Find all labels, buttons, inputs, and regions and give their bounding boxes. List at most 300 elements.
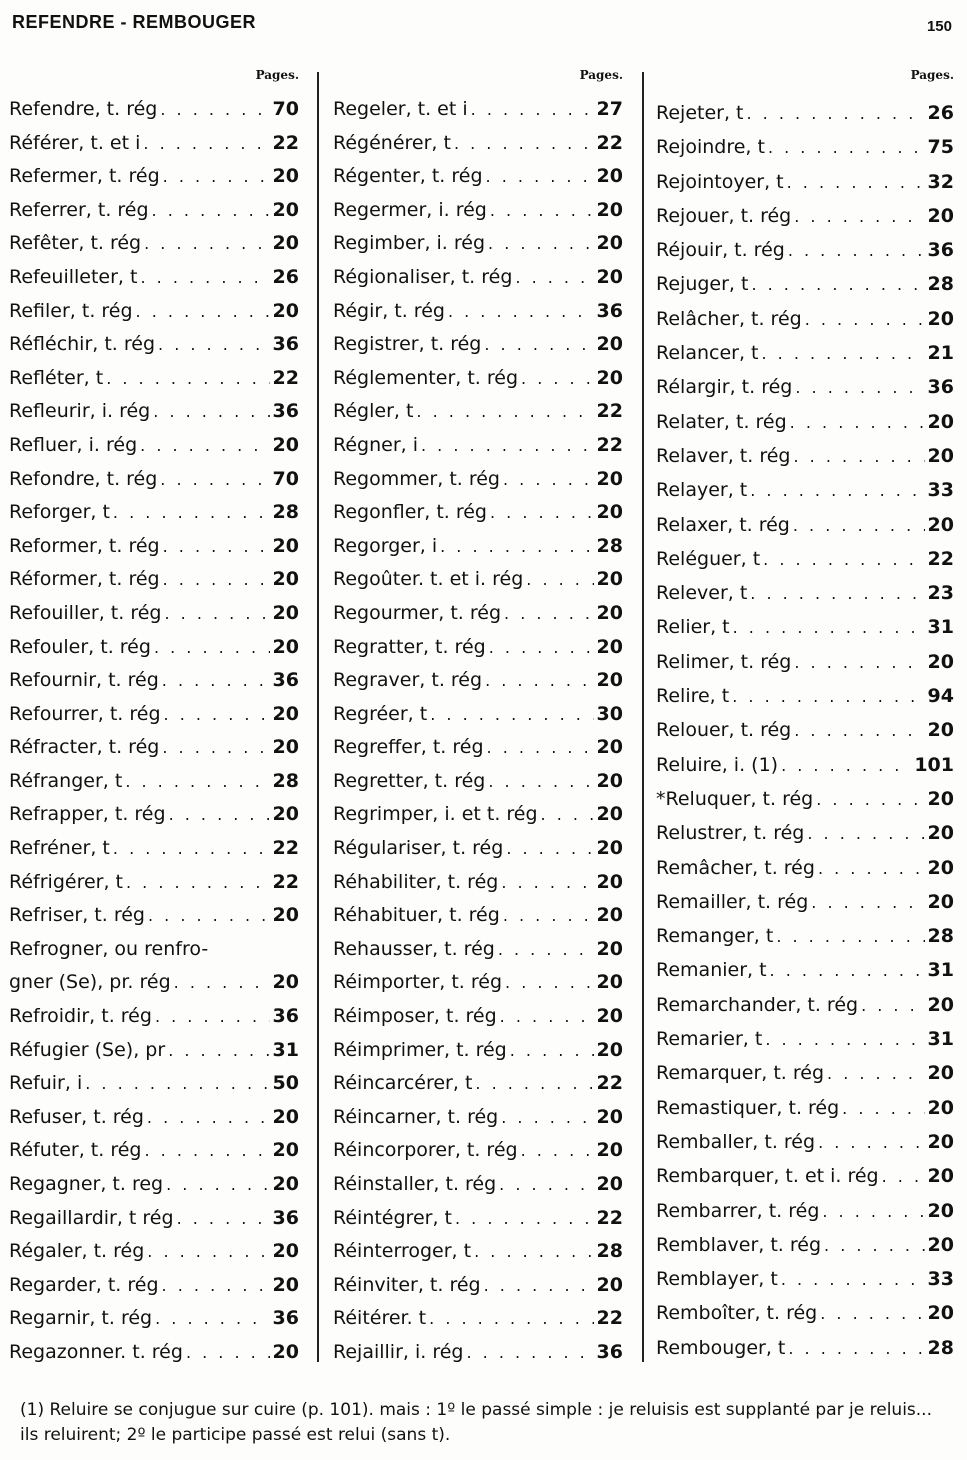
- entry-term: Relustrer, t. rég: [656, 822, 805, 845]
- entry-row: [9, 832, 299, 866]
- entry-page: 94: [927, 685, 954, 708]
- entry-page: 20: [596, 198, 623, 221]
- entry-row: [9, 899, 299, 933]
- entry-page: 20: [596, 1105, 623, 1128]
- entry-page: 20: [927, 1096, 954, 1119]
- entry-term: Remâcher, t. rég: [656, 856, 815, 879]
- leader-dots: [113, 496, 270, 530]
- entry-page: 31: [272, 1038, 299, 1061]
- entry-term: Relâcher, t. rég: [656, 307, 802, 330]
- leader-dots: [487, 731, 594, 765]
- entry-term: Regagner, t. reg: [9, 1173, 164, 1195]
- entry-page: 20: [272, 702, 299, 725]
- entry-term: Regréer, t: [333, 702, 428, 725]
- entry-row: [656, 610, 954, 644]
- entry-page: 20: [927, 1199, 954, 1222]
- entry-page: 23: [927, 582, 954, 605]
- column-divider: [317, 72, 319, 1362]
- leader-dots: [440, 530, 593, 564]
- entry-row: [656, 1296, 954, 1330]
- leader-dots: [521, 1134, 594, 1168]
- entry-row: [9, 93, 299, 127]
- entry-row: [333, 597, 623, 631]
- entry-row: [656, 165, 954, 199]
- entry-term: Refondre, t. rég: [9, 467, 158, 490]
- entry-term: Réimposer, t. rég: [333, 1005, 497, 1028]
- entry-page: 75: [927, 136, 954, 159]
- entry-row: [333, 832, 623, 866]
- entry-term: Refouiller, t. rég: [9, 601, 162, 624]
- entry-page: 28: [272, 769, 299, 792]
- entry-page: 28: [927, 1336, 954, 1359]
- entry-page: 20: [596, 467, 623, 490]
- entry-row: [333, 1067, 623, 1101]
- leader-dots: [140, 261, 269, 295]
- entry-row: [656, 1056, 954, 1090]
- entry-row: [333, 798, 623, 832]
- entry-term: Regorger, i: [333, 534, 438, 557]
- entry-term: Regarder, t. rég: [9, 1273, 159, 1296]
- entry-row: [333, 93, 623, 127]
- leader-dots: [761, 337, 924, 371]
- entry-row: [9, 966, 299, 1000]
- entry-term: Regraver, t. rég: [333, 669, 483, 692]
- entry-page: 20: [596, 803, 623, 826]
- entry-term: Relayer, t: [656, 479, 748, 502]
- entry-row: [9, 664, 299, 698]
- leader-dots: [750, 577, 924, 611]
- entry-term: Remblayer, t: [656, 1268, 778, 1291]
- page-number: 150: [926, 18, 952, 35]
- leader-dots: [787, 166, 925, 200]
- leader-dots: [174, 966, 270, 1000]
- entry-page: 22: [596, 433, 623, 456]
- entry-page: 20: [927, 1233, 954, 1256]
- entry-row: [656, 302, 954, 336]
- leader-dots: [541, 798, 594, 832]
- entry-row: [333, 1202, 623, 1236]
- entry-term: Remarier, t: [656, 1028, 763, 1051]
- leader-dots: [768, 131, 925, 165]
- entry-term: Réincarcérer, t: [333, 1072, 473, 1095]
- entry-page: 33: [927, 479, 954, 502]
- entry-row: [9, 1101, 299, 1135]
- leader-dots: [484, 1269, 594, 1303]
- entry-row: [333, 1302, 623, 1336]
- entry-term: Refendre, t. rég: [9, 98, 158, 120]
- entry-row: [333, 1101, 623, 1135]
- leader-dots: [143, 127, 269, 161]
- entry-row: [333, 1034, 623, 1068]
- entry-term: Remailler, t. rég: [656, 890, 809, 913]
- entry-page: 20: [596, 769, 623, 792]
- entry-row: [656, 1262, 954, 1296]
- entry-row: [656, 370, 954, 404]
- entry-page: 20: [596, 870, 623, 893]
- entry-page: 20: [272, 1240, 299, 1263]
- entry-page: 20: [927, 650, 954, 673]
- entry-term: Relire, t: [656, 685, 730, 708]
- entry-row: [333, 261, 623, 295]
- entry-term: Referrer, t. rég: [9, 198, 149, 221]
- leader-dots: [794, 714, 924, 748]
- leader-dots: [466, 1336, 593, 1370]
- page-title: REFENDRE - REMBOUGER: [12, 12, 257, 32]
- entry-page: 21: [927, 342, 954, 365]
- entry-term: Réfracter, t. rég: [9, 736, 160, 759]
- entry-term: Réimprimer, t. rég: [333, 1038, 507, 1061]
- entry-page: 20: [927, 993, 954, 1016]
- entry-page: 20: [272, 1105, 299, 1128]
- entry-row: [9, 731, 299, 765]
- leader-dots: [505, 966, 594, 1000]
- leader-dots: [818, 1126, 924, 1160]
- leader-dots: [421, 429, 594, 463]
- entry-page: 20: [272, 635, 299, 658]
- entry-row: [656, 1194, 954, 1228]
- leader-dots: [733, 611, 925, 645]
- entry-page: 22: [596, 1072, 623, 1095]
- entry-term: Régénérer, t: [333, 131, 451, 154]
- leader-dots: [162, 1269, 270, 1303]
- leader-dots: [793, 509, 925, 543]
- entry-term: Regrimper, i. et t. rég: [333, 803, 538, 826]
- entry-row: [656, 748, 954, 782]
- leader-dots: [805, 303, 925, 337]
- entry-term: Remastiquer, t. rég: [656, 1096, 840, 1119]
- entry-term: Refluer, i. rég: [9, 433, 138, 456]
- leader-dots: [822, 1195, 924, 1229]
- entry-page: 20: [272, 534, 299, 557]
- entry-row: [333, 127, 623, 161]
- column-3: [656, 68, 954, 1368]
- pages-label: Pages.: [255, 68, 299, 82]
- entry-term: Rejointoyer, t: [656, 170, 784, 193]
- entry-row: [333, 966, 623, 1000]
- entry-term: Reléguer, t: [656, 547, 761, 570]
- leader-dots: [163, 160, 270, 194]
- entry-term: Regazonner. t. rég: [9, 1340, 183, 1363]
- leader-dots: [164, 698, 270, 732]
- entry-page: 20: [927, 1165, 954, 1188]
- entry-term: Refleurir, i. rég: [9, 400, 151, 423]
- entry-page: 20: [596, 165, 623, 188]
- leader-dots: [807, 817, 924, 851]
- leader-dots: [521, 362, 594, 396]
- entry-page: 20: [272, 971, 299, 994]
- leader-dots: [750, 474, 924, 508]
- entry-row: [9, 1235, 299, 1269]
- entry-term: Réhabiliter, t. rég: [333, 870, 499, 893]
- leader-dots: [506, 832, 593, 866]
- entry-page: 20: [927, 307, 954, 330]
- entry-term: Réintégrer, t: [333, 1206, 452, 1229]
- leader-dots: [827, 1057, 925, 1091]
- entry-page: 26: [272, 265, 299, 288]
- leader-dots: [153, 395, 269, 429]
- entry-term: Refléter, t: [9, 366, 104, 389]
- leader-dots: [490, 194, 594, 228]
- leader-dots: [168, 1034, 269, 1068]
- entry-row: [9, 597, 299, 631]
- entry-row: [333, 631, 623, 665]
- entry-page: 20: [596, 601, 623, 624]
- entry-term: Réimporter, t. rég: [333, 971, 503, 994]
- entries-col2: [333, 93, 623, 1370]
- entry-row: [9, 395, 299, 429]
- entry-page: 20: [272, 904, 299, 927]
- entry-row: [656, 851, 954, 885]
- entry-row: [333, 295, 623, 329]
- entry-term: Rejaillir, i. rég: [333, 1340, 464, 1363]
- leader-dots: [747, 97, 925, 131]
- entry-page: 36: [272, 1206, 299, 1229]
- leader-dots: [125, 765, 269, 799]
- entry-row: [333, 698, 623, 732]
- leader-dots: [169, 798, 270, 832]
- entry-page: 31: [927, 1028, 954, 1051]
- leader-dots: [794, 646, 924, 680]
- leader-dots: [824, 1229, 925, 1263]
- entry-row: [333, 194, 623, 228]
- entry-row: [9, 295, 299, 329]
- entry-row: [656, 576, 954, 610]
- leader-dots: [162, 664, 270, 698]
- leader-dots: [790, 406, 925, 440]
- entry-term: Remboîter, t. rég: [656, 1302, 818, 1325]
- entry-row: [9, 1134, 299, 1168]
- leader-dots: [501, 866, 593, 900]
- entry-row: [9, 765, 299, 799]
- leader-dots: [842, 1092, 924, 1126]
- entry-row: [333, 899, 623, 933]
- entry-row: [656, 508, 954, 542]
- entry-row: [656, 1159, 954, 1193]
- entry-term: Rejoindre, t: [656, 136, 765, 159]
- entry-term: Relaver, t. rég: [656, 444, 791, 467]
- entry-term: Regermer, i. rég: [333, 198, 487, 221]
- leader-dots: [147, 1235, 269, 1269]
- leader-dots: [160, 93, 269, 127]
- entry-row: [656, 267, 954, 301]
- leader-dots: [152, 194, 270, 228]
- entry-row: [656, 130, 954, 164]
- entry-term: Refrogner, ou renfro-: [9, 937, 209, 960]
- leader-dots: [795, 371, 924, 405]
- entry-term: Réfuter, t. rég: [9, 1139, 142, 1162]
- entry-row: [333, 227, 623, 261]
- entry-page: 32: [927, 170, 954, 193]
- entry-page: 20: [927, 1062, 954, 1085]
- entry-page: 20: [272, 1139, 299, 1162]
- entry-term: Régir, t. rég: [333, 299, 445, 322]
- entry-row: [656, 1228, 954, 1262]
- entry-page: 28: [927, 273, 954, 296]
- entry-row: [9, 1000, 299, 1034]
- entry-row: [656, 473, 954, 507]
- entry-page: 20: [596, 937, 623, 960]
- leader-dots: [820, 1297, 924, 1331]
- entry-term: Réhabituer, t. rég: [333, 904, 500, 927]
- leader-dots: [488, 227, 594, 261]
- entry-page: 20: [272, 165, 299, 188]
- column-2: [333, 68, 623, 1368]
- leader-dots: [429, 1302, 593, 1336]
- entry-term: Regretter, t. rég: [333, 769, 486, 792]
- entry-term: Référer, t. et i: [9, 131, 141, 154]
- entry-term: Relever, t: [656, 582, 748, 605]
- leader-dots: [163, 563, 270, 597]
- entry-term: Relaxer, t. rég: [656, 513, 790, 536]
- leader-dots: [166, 1168, 269, 1202]
- entry-term: Rembarrer, t. rég: [656, 1199, 820, 1222]
- leader-dots: [793, 440, 924, 474]
- entry-row: [9, 530, 299, 564]
- entry-page: 22: [596, 1307, 623, 1330]
- entry-page: 36: [272, 400, 299, 423]
- leader-dots: [144, 1134, 269, 1168]
- entry-term: Refréner, t: [9, 837, 110, 860]
- leader-dots: [160, 463, 269, 497]
- leader-dots: [763, 543, 924, 577]
- entry-page: 70: [272, 98, 299, 120]
- entry-row: [9, 496, 299, 530]
- entry-term: Remanger, t: [656, 925, 774, 948]
- leader-dots: [416, 395, 593, 429]
- leader-dots: [818, 852, 925, 886]
- entry-term: Rejouer, t. rég: [656, 204, 792, 227]
- leader-dots: [781, 1263, 925, 1297]
- leader-dots: [503, 899, 594, 933]
- entry-term: *Reluquer, t. rég: [656, 787, 814, 810]
- entry-row: [333, 933, 623, 967]
- entry-row: [9, 563, 299, 597]
- entry-term: Régionaliser, t. rég: [333, 265, 513, 288]
- entry-term: Refuir, i: [9, 1072, 83, 1095]
- entry-row: [333, 395, 623, 429]
- entry-page: 20: [596, 1173, 623, 1195]
- page-header: [12, 12, 952, 42]
- entry-page: 20: [596, 904, 623, 927]
- entry-term: Regourmer, t. rég: [333, 601, 502, 624]
- entry-term: Relater, t. rég: [656, 410, 787, 433]
- entry-page: 20: [596, 568, 623, 591]
- entry-page: 36: [272, 669, 299, 692]
- entry-row: [9, 1202, 299, 1236]
- entry-term: Refeuilleter, t: [9, 265, 138, 288]
- entry-term: Relancer, t: [656, 342, 759, 365]
- entry-row: [656, 233, 954, 267]
- entry-page: 36: [927, 239, 954, 262]
- entry-row: [9, 1269, 299, 1303]
- entry-term: Régenter, t. rég: [333, 165, 483, 188]
- entry-page: 36: [596, 299, 623, 322]
- entry-page: 31: [927, 616, 954, 639]
- leader-dots: [765, 1023, 924, 1057]
- leader-dots: [515, 261, 593, 295]
- entry-row: [9, 933, 299, 967]
- leader-dots: [500, 1000, 594, 1034]
- leader-dots: [454, 127, 594, 161]
- entry-row: [656, 953, 954, 987]
- leader-dots: [770, 954, 925, 988]
- entry-row: [333, 1269, 623, 1303]
- entry-row: [656, 405, 954, 439]
- entry-term: Reforger, t: [9, 501, 110, 524]
- entry-term: Rejuger, t: [656, 273, 749, 296]
- leader-dots: [126, 866, 270, 900]
- entry-page: 26: [927, 102, 954, 124]
- entry-page: 20: [596, 736, 623, 759]
- entry-row: [656, 199, 954, 233]
- entry-row: [656, 679, 954, 713]
- entry-page: 20: [272, 1340, 299, 1363]
- entry-term: Réitérer. t: [333, 1307, 427, 1330]
- entry-page: 20: [927, 822, 954, 845]
- entries-col1: [9, 93, 299, 1370]
- entry-page: 36: [272, 1307, 299, 1330]
- entry-page: 20: [272, 1173, 299, 1195]
- entry-row: [333, 362, 623, 396]
- leader-dots: [732, 680, 924, 714]
- entry-page: 20: [272, 601, 299, 624]
- column-divider: [642, 72, 644, 1362]
- leader-dots: [788, 1332, 924, 1366]
- entry-page: 20: [596, 1273, 623, 1296]
- entry-page: 20: [596, 669, 623, 692]
- leader-dots: [448, 295, 594, 329]
- leader-dots: [162, 731, 269, 765]
- entry-page: 20: [272, 232, 299, 255]
- entry-term: Réfrigérer, t: [9, 870, 123, 893]
- entry-page: 36: [272, 1005, 299, 1028]
- entry-row: [333, 765, 623, 799]
- entry-term: Relouer, t. rég: [656, 719, 792, 742]
- entry-term: gner (Se), pr. rég: [9, 971, 171, 994]
- entry-page: 28: [272, 501, 299, 524]
- entry-term: Réglementer, t. rég: [333, 366, 519, 389]
- leader-dots: [794, 200, 924, 234]
- entry-term: Réincarner, t. rég: [333, 1105, 499, 1128]
- leader-dots: [148, 899, 270, 933]
- leader-dots: [501, 1101, 593, 1135]
- entry-term: Regeler, t. et i: [333, 98, 468, 120]
- entry-row: [333, 866, 623, 900]
- entry-page: 20: [272, 299, 299, 322]
- entry-term: Réinstaller, t. rég: [333, 1173, 497, 1195]
- entry-page: 22: [272, 131, 299, 154]
- entry-page: 20: [927, 513, 954, 536]
- entry-term: Remarchander, t. rég: [656, 993, 859, 1016]
- entry-term: Réincorporer, t. rég: [333, 1139, 518, 1162]
- entry-term: Registrer, t. rég: [333, 333, 482, 356]
- entry-page: 20: [927, 1130, 954, 1153]
- entry-page: 20: [272, 736, 299, 759]
- entry-page: 36: [272, 333, 299, 356]
- leader-dots: [155, 1000, 270, 1034]
- entry-term: Réfugier (Se), pr: [9, 1038, 166, 1061]
- entry-row: [333, 1336, 623, 1370]
- entry-page: 31: [927, 959, 954, 982]
- entry-row: [9, 866, 299, 900]
- leader-dots: [144, 227, 269, 261]
- entry-page: 30: [596, 702, 623, 725]
- leader-dots: [788, 234, 925, 268]
- entry-term: Régler, t: [333, 400, 414, 423]
- entry-page: 22: [596, 400, 623, 423]
- entry-row: [333, 530, 623, 564]
- entry-row: [9, 362, 299, 396]
